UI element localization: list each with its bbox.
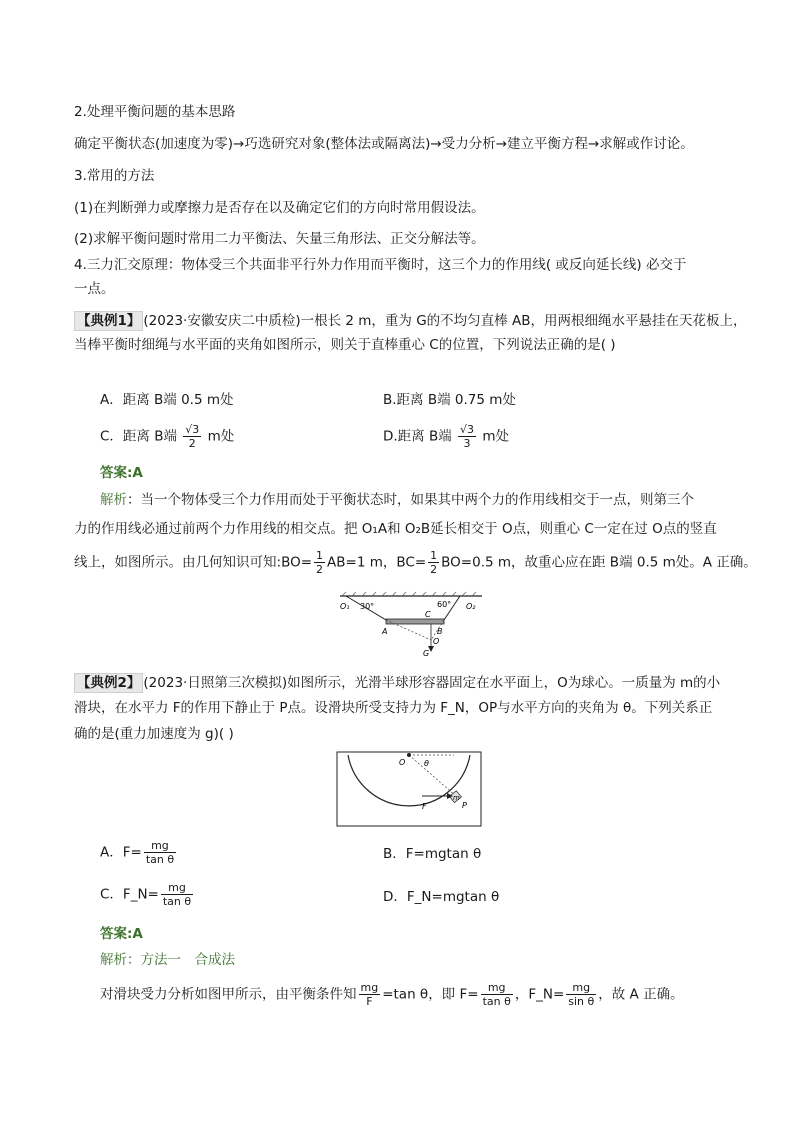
fraction: $\frac{mg}{\text{tan θ}}$	[145, 839, 175, 866]
label-o: O	[399, 758, 406, 767]
angle-label-60: 60°	[437, 600, 452, 609]
fraction: $\frac{1}{2}$	[316, 549, 324, 576]
example-2-last-line: 对滑块受力分析如图甲所示，由平衡条件知 $\frac{mg}{F}$ =tan θ，即 F= $\frac{mg}{\text{tan θ}}$ ，F_N= $\frac{mg}{\text{sin θ}}$ ，故 A 正确。	[100, 981, 684, 1008]
example-2-line-1-text: (2023·日照第三次模拟)如图所示，光滑半球形容器固定在水平面上，O为球心。一质量为 m的小	[143, 675, 721, 691]
example-2-explanation: 解析：方法一 合成法	[100, 952, 235, 968]
example-2-option-d: D．F_N=mgtan θ	[383, 889, 500, 905]
label-g: G	[423, 649, 430, 658]
example-1-option-a: A．距离 B端 0.5 m处	[100, 392, 234, 408]
label-f: F	[422, 802, 427, 811]
example-1-option-b: B.距离 B端 0.75 m处	[383, 392, 516, 408]
example-1-explanation-line-2: 力的作用线必通过前两个力作用线的相交点。把 O₁A和 O₂B延长相交于 O点，则重心 C一定在过 O点的竖直	[74, 521, 717, 537]
example-2-line-2: 滑块，在水平力 F的作用下静止于 P点。设滑块所受支持力为 F_N，OP与水平方向的夹角为 θ。下列关系正	[74, 700, 713, 716]
angle-label-30: 30°	[360, 602, 375, 611]
label-a: A	[382, 627, 388, 636]
section-4-line-2: 一点。	[74, 281, 115, 297]
fraction: $\frac{√3}{2}$	[185, 423, 200, 450]
center-point	[407, 753, 411, 757]
example-2-option-a: A．F= $\frac{mg}{\text{tan θ}}$	[100, 839, 175, 866]
example-1-tag: 【典例1】	[74, 311, 143, 331]
label-o2: O₂	[466, 602, 476, 611]
example-2-option-c: C．F_N= $\frac{mg}{\text{tan θ}}$	[100, 881, 192, 908]
section-2-title: 2.处理平衡问题的基本思路	[74, 104, 236, 120]
section-3-title: 3.常用的方法	[74, 168, 155, 184]
fraction: $\frac{mg}{\text{sin θ}}$	[568, 981, 595, 1008]
example-2-answer: 答案:A	[100, 926, 143, 942]
fraction: $\frac{1}{2}$	[430, 549, 438, 576]
fraction: $\frac{mg}{\text{tan θ}}$	[482, 981, 511, 1008]
section-3-item-2: (2)求解平衡问题时常用二力平衡法、矢量三角形法、正交分解法等。	[74, 231, 485, 247]
example-1-line-2: 当棒平衡时细绳与水平面的夹角如图所示，则关于直棒重心 C的位置，下列说法正确的是( )	[74, 337, 616, 353]
section-3-item-1: (1)在判断弹力或摩擦力是否存在以及确定它们的方向时常用假设法。	[74, 200, 485, 216]
example-2-tag: 【典例2】	[74, 673, 143, 693]
example-1-explanation-line-3: 线上，如图所示。由几何知识可知:BO= $\frac{1}{2}$ AB=1 m，BC= $\frac{1}{2}$ BO=0.5 m，故重心应在距 B端 0.5 m处。A 正确。	[74, 549, 757, 576]
label-o1: O₁	[340, 602, 350, 611]
fraction: $\frac{mg}{\text{tan θ}}$	[162, 881, 192, 908]
example-2-line-1	[74, 673, 720, 693]
label-o: O	[433, 637, 440, 646]
figure-bowl-diagram	[336, 751, 482, 827]
label-m: m	[453, 794, 460, 802]
fraction: $\frac{mg}{F}$	[360, 981, 379, 1008]
section-2-text: 确定平衡状态(加速度为零)→巧选研究对象(整体法或隔离法)→受力分析→建立平衡方程→求解或作讨论。	[74, 136, 694, 152]
example-1-answer: 答案:A	[100, 465, 143, 481]
fraction: $\frac{√3}{3}$	[460, 423, 475, 450]
label-p: P	[462, 801, 467, 810]
rod	[386, 619, 444, 624]
example-1-explanation-line-1: 解析：当一个物体受三个力作用而处于平衡状态时，如果其中两个力的作用线相交于一点，则第三个	[100, 492, 694, 508]
label-c: C	[425, 610, 431, 619]
example-1-option-c: C．距离 B端 $\frac{√3}{2}$ m处	[100, 423, 235, 450]
label-b: B	[437, 627, 443, 636]
container-box	[337, 752, 481, 826]
example-2-line-3: 确的是(重力加速度为 g)( )	[74, 726, 234, 742]
example-2-option-b: B．F=mgtan θ	[383, 846, 482, 862]
label-theta: θ	[424, 759, 429, 768]
example-1-option-d: D.距离 B端 $\frac{√3}{3}$ m处	[383, 423, 510, 450]
example-1-line-1	[74, 311, 746, 331]
figure-rod-diagram	[338, 590, 484, 658]
section-4-line-1: 4.三力汇交原理：物体受三个共面非平行外力作用而平衡时，这三个力的作用线( 或反向延长线) 必交于	[74, 257, 687, 273]
example-1-line-1-text: (2023·安徽安庆二中质检)一根长 2 m，重为 G的不均匀直棒 AB，用两根细绳水平悬挂在天花板上，	[143, 313, 747, 329]
